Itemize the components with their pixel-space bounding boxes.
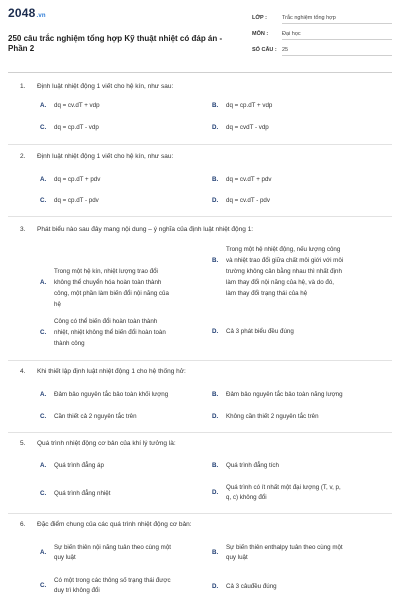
- question-text: Phát biểu nào sau đây mang nội dung – ý nghĩa của định luật nhiệt động 1:: [37, 226, 254, 233]
- option-text: dq = cp.dT - vdp: [54, 124, 99, 131]
- question-divider: [8, 360, 392, 361]
- option-text: Quá trình đẳng áp: [54, 462, 104, 469]
- option-text: Sự biến thiên nội năng tuân theo cùng một quy luật: [54, 544, 171, 561]
- option-text: Có một trong các thông số trạng thái được duy trì không đổi: [54, 577, 171, 594]
- question-divider: [8, 216, 392, 217]
- option-text: dq = cp.dT + pdv: [54, 176, 101, 183]
- option-text: Quá trình có ít nhất một đại lượng (T, v, p, q, c) không đổi: [226, 484, 341, 501]
- option-text: Cả 3 câuđều đúng: [226, 583, 277, 590]
- question-number: 4.: [20, 368, 26, 375]
- meta-value: Đại học: [282, 31, 392, 40]
- question-number: 6.: [20, 521, 26, 528]
- site-logo[interactable]: [8, 6, 46, 20]
- option-text: dq = cp.dT + vdp: [226, 102, 273, 109]
- option-text: Trong một hệ kín, nhiệt lượng trao đổi không thể chuyển hóa hoàn toàn thành công, một phần làm biến đổi nội năng của hệ: [54, 268, 169, 308]
- option-text: Cần thiết cả 2 nguyên tắc trên: [54, 413, 137, 420]
- logo-main: 2048: [8, 6, 36, 20]
- option-text: Trong một hệ nhiệt động, nếu lượng công và nhiệt trao đổi giữa chất môi giới với môi trường không cân bằng nhau thì nhất định làm thay đổi nội năng của hệ, và do đó, làm thay đổi trạng thái của hệ: [226, 246, 344, 297]
- question-text: Quá trình nhiệt động cơ bản của khí lý tưởng là:: [37, 440, 176, 447]
- question-number: 2.: [20, 153, 26, 160]
- meta-value: 25: [282, 47, 392, 56]
- question-text: Đặc điểm chung của các quá trình nhiệt động cơ bản:: [37, 521, 192, 528]
- question-number: 5.: [20, 440, 26, 447]
- option-text: dq = cv.dT + pdv: [226, 176, 272, 183]
- option-text: Cả 3 phát biểu đều đúng: [226, 328, 294, 335]
- option-text: dq = cvdT - vdp: [226, 124, 269, 131]
- meta-row-subject: [252, 28, 392, 44]
- document-title: 250 câu trắc nghiệm tổng hợp Kỹ thuật nhiệt có đáp án - Phần 2: [8, 34, 223, 53]
- option-text: dq = cv.dT + vdp: [54, 102, 100, 109]
- meta-label: LỚP :: [252, 15, 267, 21]
- question-text: Định luật nhiệt động 1 viết cho hệ kín, như sau:: [37, 153, 174, 160]
- option-text: dq = cp.dT - pdv: [54, 197, 99, 204]
- option-text: Sự biến thiên enthalpy tuân theo cùng một quy luật: [226, 544, 343, 561]
- header-divider: [8, 72, 392, 73]
- meta-label: SỐ CÂU :: [252, 47, 277, 53]
- document-meta: [252, 12, 392, 60]
- question-divider: [8, 144, 392, 145]
- question-divider: [8, 432, 392, 433]
- option-text: Quá trình đẳng nhiệt: [54, 490, 111, 497]
- option-text: dq = cv.dT - pdv: [226, 197, 270, 204]
- option-text: Công có thể biến đổi hoàn toàn thành nhiệt, nhiệt không thể biến đổi hoàn toàn thành công: [54, 318, 166, 347]
- option-text: Đảm bảo nguyên tắc bảo toàn khối lượng: [54, 391, 169, 398]
- meta-label: MÔN :: [252, 31, 269, 37]
- question-number: 3.: [20, 226, 26, 233]
- logo-suffix: .vn: [36, 13, 46, 19]
- question-text: Định luật nhiệt động 1 viết cho hệ kín, như sau:: [37, 83, 174, 90]
- question-divider: [8, 513, 392, 514]
- question-number: 1.: [20, 83, 26, 90]
- meta-row-count: [252, 44, 392, 60]
- meta-row-class: [252, 12, 392, 28]
- document-header: [0, 0, 400, 72]
- option-text: Không cần thiết 2 nguyên tắc trên: [226, 413, 319, 420]
- question-text: Khi thiết lập định luật nhiệt động 1 cho hệ thống hở:: [37, 368, 186, 375]
- meta-value: Trắc nghiệm tổng hợp: [282, 15, 392, 24]
- option-text: Đảm bảo nguyên tắc bảo toàn năng lượng: [226, 391, 343, 398]
- option-text: Quá trình đẳng tích: [226, 462, 279, 469]
